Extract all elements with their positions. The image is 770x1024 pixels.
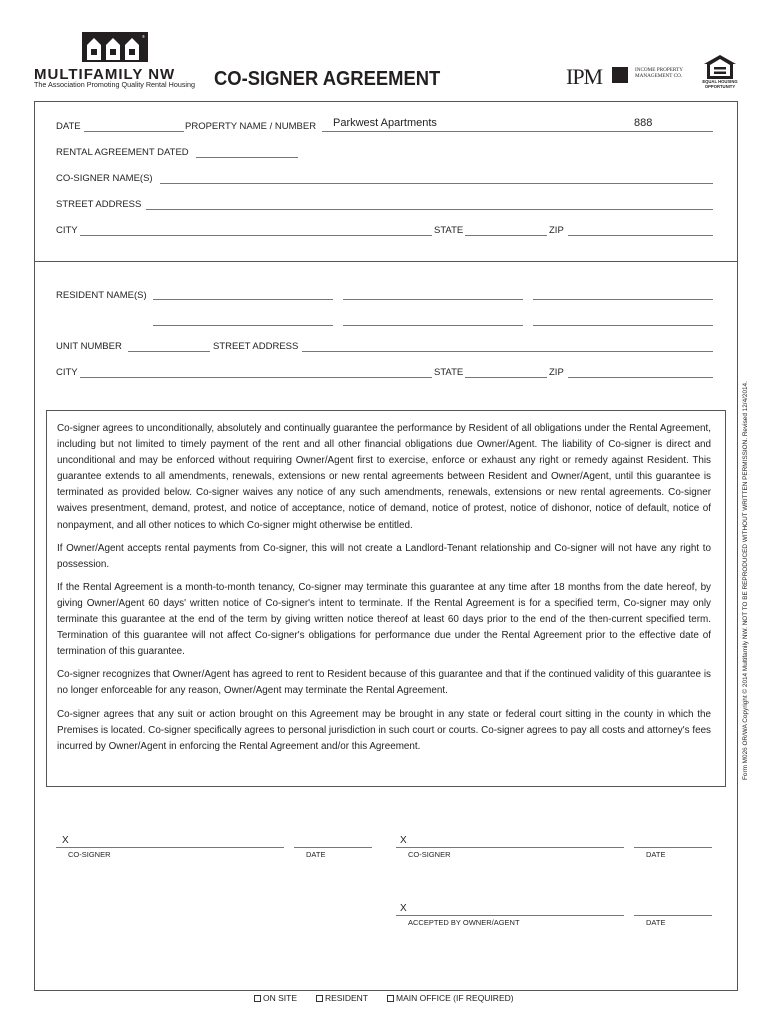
- terms-paragraph: Co-signer agrees to unconditionally, absolutely and continually guarantee the performance by Resident of all obligations under the Rental Agreement, including but not limited to timely payment of the rent and all other financial obligations due Owner/Agent. The liability of Co-signer is direct and unconditional and may be enforced without requiring Owner/Agent first to exercise, enforce or exhaust any right or remedy against Resident. This guarantee extends to all amendments, renewals, extensions or new rental agreements between Resident and Owner/Agent, until this guarantee is terminated as provided below. Co-signer waives any notice of any such amendments, renewals, extensions or new rental agreements. Co-signer waives presentment, demand, protest, and notice of acceptance, notice of demand, notice of protest, notice of dishonor, notice of default, notice of nonpayment, and all other notices to which Co-signer might otherwise be entitled.: [57, 423, 711, 531]
- street-address-label: STREET ADDRESS: [56, 199, 142, 210]
- state-field[interactable]: [465, 235, 547, 236]
- state2-label: STATE: [434, 367, 464, 378]
- ipm-full-name: INCOME PROPERTY MANAGEMENT CO.: [635, 67, 683, 79]
- on-site-checkbox[interactable]: ON SITE: [254, 993, 297, 1003]
- date-label-1: DATE: [306, 850, 326, 859]
- resident-name-field-4[interactable]: [153, 325, 333, 326]
- zip2-field[interactable]: [568, 377, 713, 378]
- city2-label: CITY: [56, 367, 78, 378]
- checkbox-icon[interactable]: [254, 995, 261, 1002]
- main-office-checkbox[interactable]: MAIN OFFICE (IF REQUIRED): [387, 993, 514, 1003]
- rental-agreement-dated-label: RENTAL AGREEMENT DATED: [56, 147, 189, 158]
- terms-box: [46, 410, 726, 787]
- property-number-value: 888: [634, 117, 653, 129]
- ipm-logo: IPM: [566, 64, 603, 89]
- terms-paragraph: Co-signer agrees that any suit or action brought on this Agreement may be brought in any state or federal court sitting in the county in which the Premises is located. Co-signer specifically agrees to personal jurisdiction in such court or courts. Co-signer agrees to pay all costs and attorney's fees incurred by Owner/Agent in enforcing the Rental Agreement and/or this Agreement.: [57, 708, 711, 752]
- date-label-3: DATE: [646, 918, 666, 927]
- section-divider: [34, 261, 738, 262]
- terms-paragraph: Co-signer recognizes that Owner/Agent has agreed to rent to Resident because of this guarantee and that if the continued validity of this guarantee is no longer enforceable for any reason, Owner/Agent may terminate the Rental Agreement.: [57, 669, 711, 697]
- zip-label: ZIP: [549, 225, 564, 236]
- resident-checkbox[interactable]: RESIDENT: [316, 993, 368, 1003]
- owner-agent-signature-line[interactable]: [396, 915, 624, 916]
- property-field[interactable]: [322, 131, 713, 132]
- houses-logo-icon: [82, 32, 148, 62]
- zip2-label: ZIP: [549, 367, 564, 378]
- cosigner-names-label: CO-SIGNER NAME(S): [56, 173, 153, 184]
- unit-number-label: UNIT NUMBER: [56, 341, 122, 352]
- terms-paragraph: If Owner/Agent accepts rental payments from Co-signer, this will not create a Landlord-Tenant relationship and Co-signer will not have any right to possession.: [57, 542, 711, 570]
- resident-name-field-2[interactable]: [343, 299, 523, 300]
- checkbox-icon[interactable]: [316, 995, 323, 1002]
- rental-agreement-dated-field[interactable]: [196, 157, 298, 158]
- signature-x-mark: X: [62, 835, 69, 846]
- cosigner-names-field[interactable]: [160, 183, 713, 184]
- page-title: CO-SIGNER AGREEMENT: [214, 68, 441, 90]
- ipm-square-icon: [612, 67, 628, 83]
- terms-paragraph: If the Rental Agreement is a month-to-month tenancy, Co-signer may terminate this guarantee at any time after 18 months from the date hereof, by giving Owner/Agent 60 days' written notice of Co-signer's intent to terminate. If the Rental Agreement is for a specified term, Co-signer may only terminate this guarantee at the end of the term by giving written notice thereof at least 60 days prior to the end of the then-current specified term. Termination of this guarantee will not affect Co-signer's obligations for performance due under the Rental Agreement prior to the effective date of termination of this guarantee.: [57, 581, 711, 658]
- property-name-value: Parkwest Apartments: [333, 117, 437, 129]
- state2-field[interactable]: [465, 377, 547, 378]
- cosigner-signature-line-2[interactable]: [396, 847, 624, 848]
- resident-name-field-6[interactable]: [533, 325, 713, 326]
- equal-housing-icon: [703, 54, 737, 80]
- date-label: DATE: [56, 121, 81, 132]
- cosigner-signature-line-1[interactable]: [56, 847, 284, 848]
- resident-name-field-3[interactable]: [533, 299, 713, 300]
- resident-name-field-5[interactable]: [343, 325, 523, 326]
- copyright-note: Form M026 OR/WA Copyright © 2014 Multifamily NW. NOT TO BE REPRODUCED WITHOUT WRITTEN PERMISSION. Revised 12/4/2014.: [742, 381, 749, 780]
- street-address2-field[interactable]: [302, 351, 713, 352]
- street-address-field[interactable]: [146, 209, 713, 210]
- state-label: STATE: [434, 225, 464, 236]
- owner-agent-date-line[interactable]: [634, 915, 712, 916]
- street-address2-label: STREET ADDRESS: [213, 341, 299, 352]
- equal-housing-text: EQUAL HOUSING OPPORTUNITY: [702, 79, 738, 89]
- signature-x-mark: X: [400, 835, 407, 846]
- city-label: CITY: [56, 225, 78, 236]
- svg-text:®: ®: [142, 34, 145, 39]
- checkbox-icon[interactable]: [387, 995, 394, 1002]
- cosigner-date-line-1[interactable]: [294, 847, 372, 848]
- resident-names-label: RESIDENT NAME(S): [56, 290, 147, 301]
- property-label: PROPERTY NAME / NUMBER: [185, 121, 317, 132]
- city2-field[interactable]: [80, 377, 432, 378]
- cosigner-label-1: CO-SIGNER: [68, 850, 111, 859]
- date-field[interactable]: [84, 131, 184, 132]
- city-field[interactable]: [80, 235, 432, 236]
- accepted-by-label: ACCEPTED BY OWNER/AGENT: [408, 918, 520, 927]
- org-tagline: The Association Promoting Quality Rental Housing: [34, 80, 196, 89]
- cosigner-date-line-2[interactable]: [634, 847, 712, 848]
- unit-number-field[interactable]: [128, 351, 210, 352]
- date-label-2: DATE: [646, 850, 666, 859]
- resident-name-field-1[interactable]: [153, 299, 333, 300]
- org-name: MULTIFAMILY NW: [34, 66, 176, 83]
- zip-field[interactable]: [568, 235, 713, 236]
- signature-x-mark: X: [400, 903, 407, 914]
- cosigner-label-2: CO-SIGNER: [408, 850, 451, 859]
